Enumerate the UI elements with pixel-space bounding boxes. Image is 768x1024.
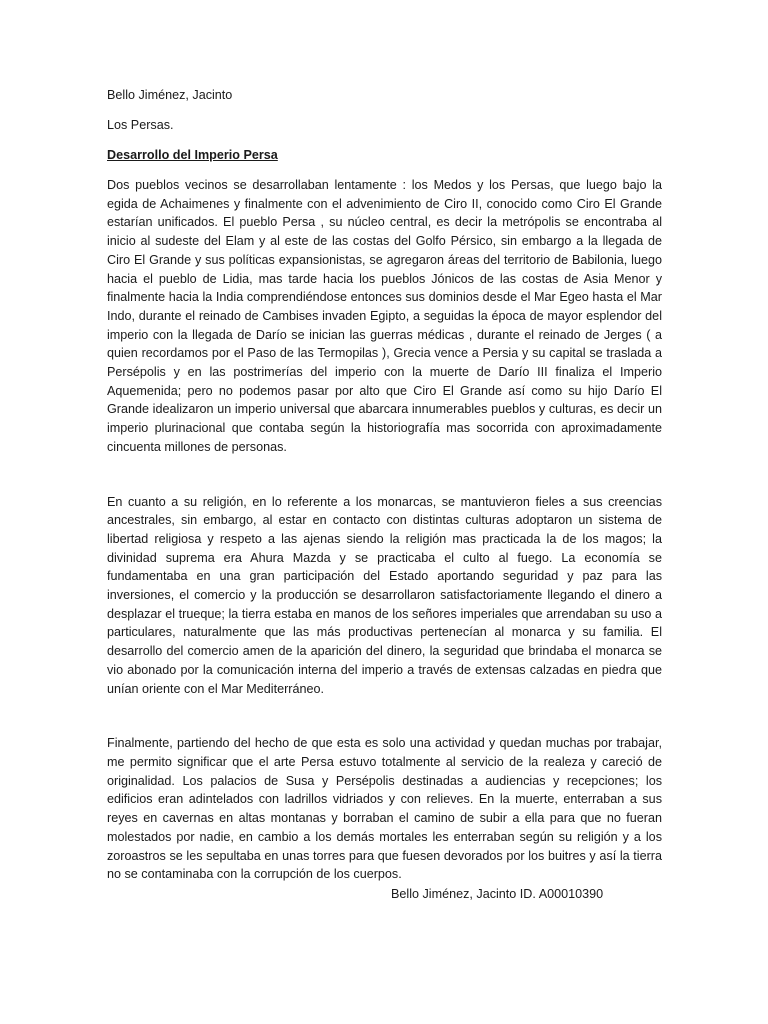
document-subject: Los Persas.: [107, 118, 174, 132]
section-heading: Desarrollo del Imperio Persa: [107, 148, 278, 162]
author-name: Bello Jiménez, Jacinto: [107, 88, 233, 102]
signature-line: Bello Jiménez, Jacinto ID. A00010390: [391, 887, 604, 901]
paragraph-art-death: Finalmente, partiendo del hecho de que esta es solo una actividad y quedan muchas por trabajar, me permito significar que el arte Persa estuvo totalmente al servicio de la realeza y careció de originalidad. Los palacios de Susa y Persépolis destinadas a audiencias y recepciones; los edificios eran adintelados con ladrillos vidriados y con relieves. En la muerte, enterraban a sus reyes en cavernas en altas montanas y borraban el camino de subir a ella para que no fueran molestados por nadie, en cambio a los demás mortales les enterraban según su religión y a los zoroastros se les sepultaba en unas torres para que fuesen devorados por los buitres y así la tierra no se contaminaba con la corrupción de los cuerpos.: [107, 736, 662, 882]
paragraph-religion-economy: En cuanto a su religión, en lo referente a los monarcas, se mantuvieron fieles a sus creencias ancestrales, sin embargo, al estar en contacto con distintas culturas adoptaron un sistema de libertad religiosa y respeto a las ajenas siendo la religión mas practicada la de los magos; la divinidad suprema era Ahura Mazda y se practicaba el culto al fuego. La economía se fundamentaba en una gran participación del Estado aportando seguridad y paz para las inversiones, el comercio y la producción se desarrollaron satisfactoriamente llegando el dinero a desplazar el trueque; la tierra estaba en manos de los señores imperiales que arrendaban su uso a particulares, naturalmente que las más productivas pertenecían al monarca y su familia. El desarrollo del comercio amen de la aparición del dinero, la seguridad que brindaba el monarca se vio abonado por la comunicación interna del imperio a través de extensas calzadas en piedra que unían oriente con el Mar Mediterráneo.: [107, 494, 662, 696]
paragraph-history: Dos pueblos vecinos se desarrollaban lentamente : los Medos y los Persas, que luego bajo la egida de Achaimenes y finalmente con el advenimiento de Ciro II, conocido como Ciro El Grande estarían unificados. El pueblo Persa , su núcleo central, es decir la metrópolis se encontraba al inicio al sudeste del Elam y al este de las costas del Golfo Pérsico, sin embargo a la llegada de Ciro El Grande y sus políticas expansionistas, se agregaron áreas del territorio de Babilonia, luego hacia el pueblo de Lidia, mas tarde hacia los pueblos Jónicos de las costas de Asia Menor y finalmente hacia la India comprendiéndose entonces sus dominios desde el Mar Egeo hasta el Mar Indo, durante el reinado de Cambises invaden Egipto, a seguidas la época de mayor esplendor del imperio con la llegada de Darío se inician las guerras médicas , durante el reinado de Jerges ( a quien recordamos por el Paso de las Termopilas ), Grecia vence a Persia y su capital se traslada a Persépolis y en las postrimerías del imperio con la muerte de Darío III finaliza el Imperio Aquemenida; pero no podemos pasar por alto que Ciro El Grande así como su hijo Darío El Grande idealizaron un imperio universal que abarcara innumerables pueblos y culturas, es decir un imperio plurinacional que contaba según la historiografía mas socorrida con aproximadamente cincuenta millones de personas.: [107, 178, 662, 454]
document-page: [107, 86, 662, 884]
